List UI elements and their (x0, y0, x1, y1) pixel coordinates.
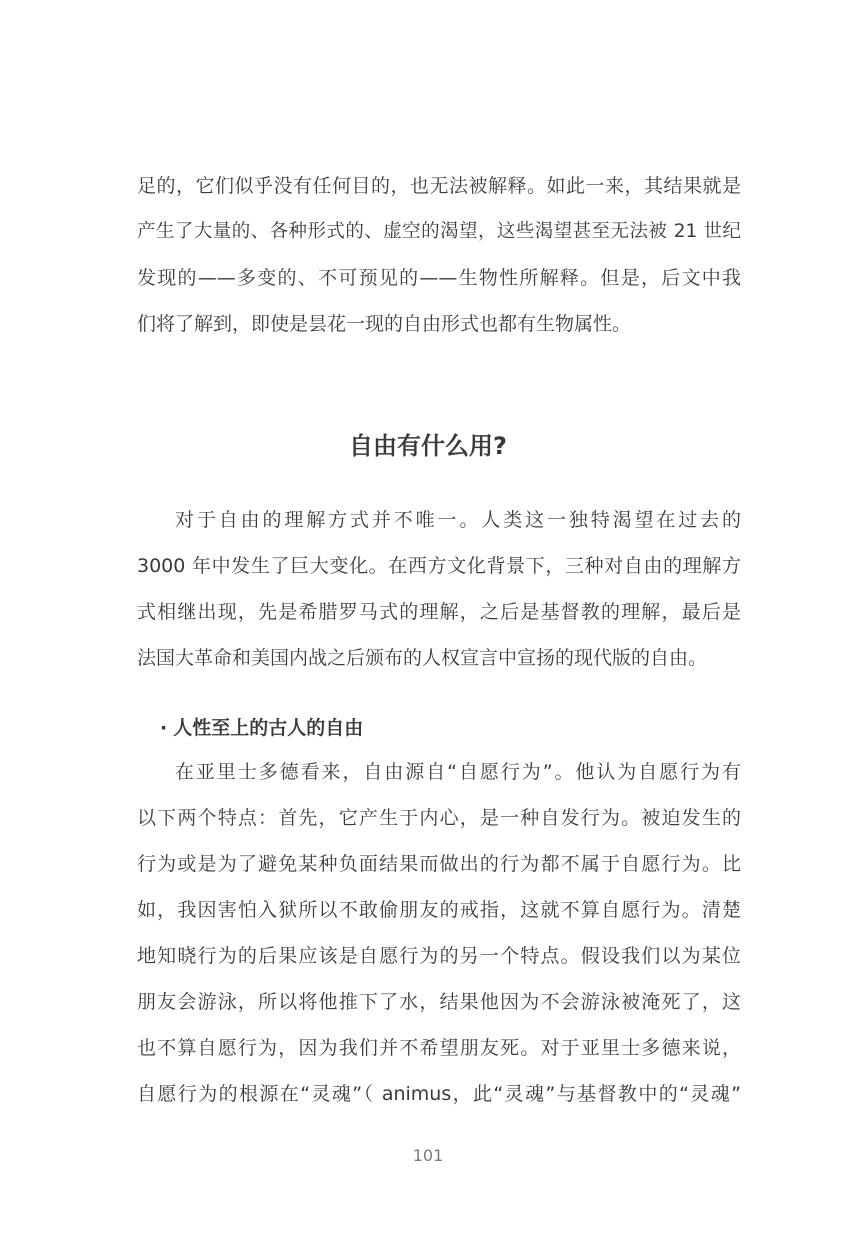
section-title: 自由有什么用? (349, 432, 507, 460)
paragraph-2 (137, 497, 741, 681)
paragraph-1 (137, 163, 741, 347)
paragraph-line: 式相继出现，先是希腊罗马式的理解，之后是基督教的理解，最后是 (137, 601, 741, 623)
paragraph-line: 在亚里士多德看来，自由源自“自愿行为”。他认为自愿行为有 (175, 761, 741, 783)
paragraph-line: 以下两个特点：首先，它产生于内心，是一种自发行为。被迫发生的 (137, 807, 741, 829)
paragraph-line: 们将了解到，即使是昙花一现的自由形式也都有生物属性。 (137, 313, 632, 335)
bullet-icon: · (160, 717, 168, 739)
paragraph-line: 行为或是为了避免某种负面结果而做出的行为都不属于自愿行为。比 (137, 853, 741, 875)
paragraph-line: 法国大革命和美国内战之后颁布的人权宣言中宣扬的现代版的自由。 (137, 647, 708, 669)
sub-heading (160, 708, 363, 748)
paragraph-line: 地知晓行为的后果应该是自愿行为的另一个特点。假设我们以为某位 (137, 945, 741, 967)
paragraph-line: 产生了大量的、各种形式的、虚空的渴望，这些渴望甚至无法被 21 世纪 (137, 221, 741, 242)
paragraph-line: 自愿行为的根源在“灵魂”（ animus，此“灵魂”与基督教中的“灵魂” (137, 1083, 741, 1105)
page-number: 101 (412, 1146, 444, 1165)
paragraph-line: 发现的——多变的、不可预见的——生物性所解释。但是，后文中我 (137, 267, 741, 289)
paragraph-line: 朋友会游泳，所以将他推下了水，结果他因为不会游泳被淹死了，这 (137, 991, 741, 1013)
paragraph-line: 3000 年中发生了巨大变化。在西方文化背景下，三种对自由的理解方 (137, 555, 741, 577)
paragraph-line: 也不算自愿行为，因为我们并不希望朋友死。对于亚里士多德来说， (137, 1037, 741, 1059)
paragraph-3 (137, 749, 741, 1117)
paragraph-line: 对于自由的理解方式并不唯一。人类这一独特渴望在过去的 (175, 509, 741, 531)
sub-heading-text: 人性至上的古人的自由 (173, 717, 364, 739)
paragraph-line: 足的，它们似乎没有任何目的，也无法被解释。如此一来，其结果就是 (137, 175, 741, 197)
paragraph-line: 如，我因害怕入狱所以不敢偷朋友的戒指，这就不算自愿行为。清楚 (137, 899, 741, 921)
